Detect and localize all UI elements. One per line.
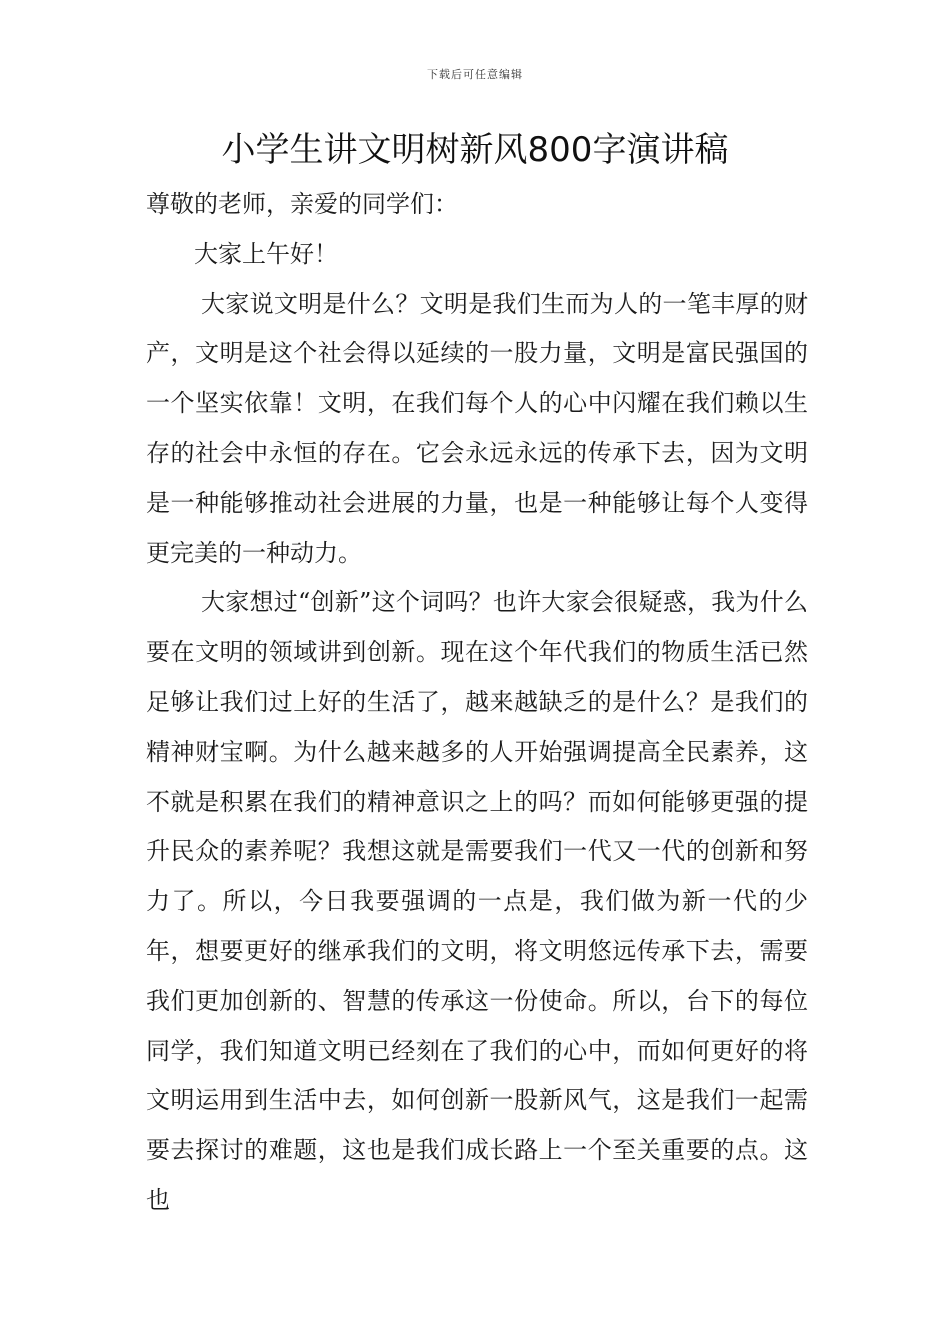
greeting: 大家上午好！ xyxy=(194,239,338,268)
salutation: 尊敬的老师，亲爱的同学们： xyxy=(146,190,458,218)
paragraph-1: 大家说文明是什么？文明是我们生而为人的一笔丰厚的财产，文明是这个社会得以延续的一股力量，文明是富民强国的一个坚实依靠！文明，在我们每个人的心中闪耀在我们赖以生存的社会中永恒的存在。它会永远永远的传承下去，因为文明是一种能够推动社会进展的力量，也是一种能够让每个人变得更完美的一种动力。 xyxy=(146,289,808,567)
document-title: 小学生讲文明树新风800字演讲稿 xyxy=(221,130,729,170)
paragraph-2: 大家想过“创新”这个词吗？也许大家会很疑惑，我为什么要在文明的领域讲到创新。现在这个年代我们的物质生活已然足够让我们过上好的生活了，越来越缺乏的是什么？是我们的精神财宝啊。为什么越来越多的人开始强调提高全民素养，这不就是积累在我们的精神意识之上的吗？而如何能够更强的提升民众的素养呢？我想这就是需要我们一代又一代的创新和努力了。所以，今日我要强调的一点是，我们做为新一代的少年，想要更好的继承我们的文明，将文明悠远传承下去，需要我们更加创新的、智慧的传承这一份使命。所以，台下的每位同学，我们知道文明已经刻在了我们的心中，而如何更好的将文明运用到生活中去，如何创新一股新风气，这是我们一起需要去探讨的难题，这也是我们成长路上一个至关重要的点。这也 xyxy=(146,588,808,1214)
header-note: 下载后可任意编辑 xyxy=(427,68,523,81)
document-body xyxy=(146,180,808,1226)
